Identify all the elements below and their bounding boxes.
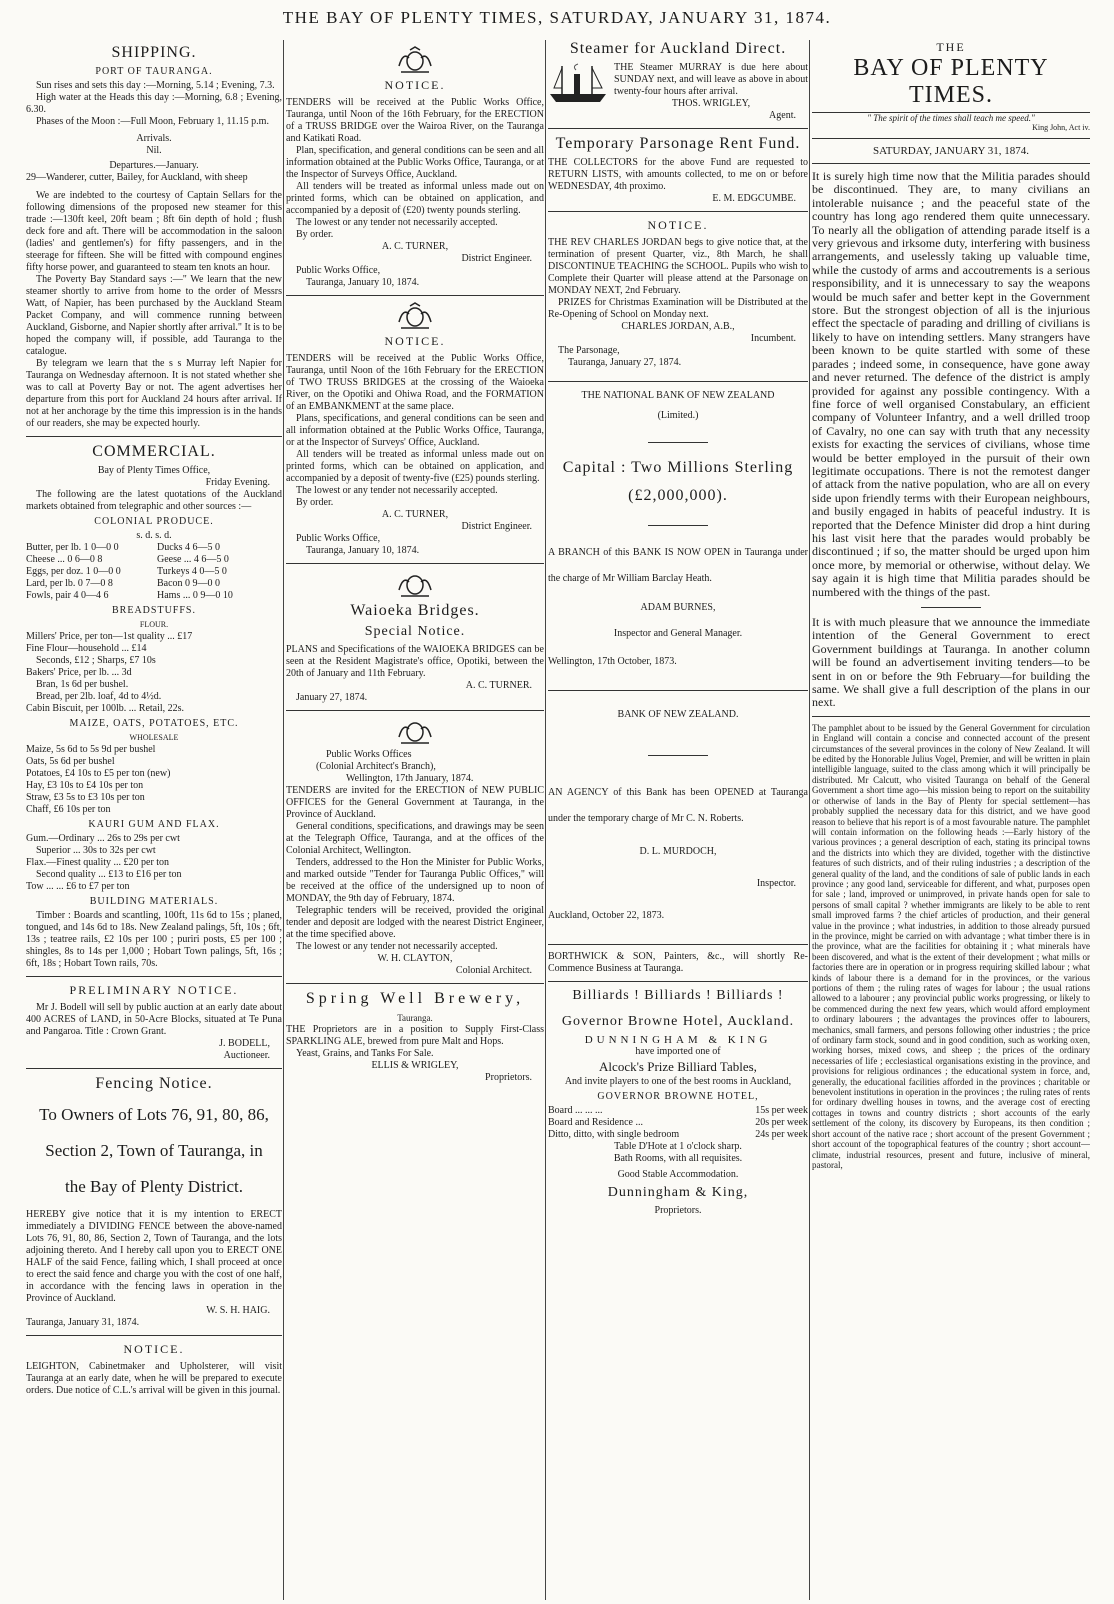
commercial-intro: The following are the latest quotations of the Auckland markets obtained from telegraphic and other sources :— (26, 489, 282, 512)
tender-text: TENDERS are invited for the ERECTION of NEW PUBLIC OFFICES for the General Government at Tauranga, in the Province of Auckland. (286, 785, 544, 820)
divider (548, 981, 808, 982)
editorial-masthead (812, 40, 1090, 132)
brewery-heading: Spring Well Brewery, (305, 990, 525, 1007)
maize-line: Hay, £3 10s to £4 10s per ton (26, 780, 144, 791)
brewery-text: THE Proprietors are in a position to Supply First-Class SPARKLING ALE, brewed from pure Malt and Hops. (286, 1024, 544, 1047)
by-order: By order. (296, 497, 334, 508)
signature: CHARLES JORDAN, A.B., (621, 321, 735, 332)
office-line: Public Works Offices (326, 749, 412, 760)
price-row: Hams ... 0 9—0 10 (157, 590, 233, 601)
tide-line: Sun rises and sets this day :—Morning, 5.14 ; Evening, 7.3. (36, 80, 275, 91)
column-rule (545, 40, 546, 1600)
tender-text: Tenders, addressed to the Hon the Minister for Public Works, and marked outside "Tender for Tauranga Public Offices," will be received at the office of the undersigned up to noon of MONDAY, the 9th day of February, 1874. (286, 857, 544, 904)
kauri-line: Second quality ... £13 to £16 per ton (36, 869, 182, 880)
divider (921, 607, 981, 608)
breadstuffs-heading: BREADSTUFFS. (112, 605, 196, 616)
divider (648, 755, 708, 756)
bread-line: Bread, per 2lb. loaf, 4d to 4½d. (36, 691, 162, 702)
tender-text: Plans, specifications, and general conditions can be seen and all information obtained at the Public Works Office, Tauranga, or at the Inspector of Surveys' Office, Auckland. (286, 413, 544, 448)
units-line: s. d. s. d. (136, 530, 172, 541)
arrivals-nil: Nil. (146, 145, 162, 156)
colonial-produce-heading: COLONIAL PRODUCE. (94, 516, 214, 527)
branch-text: A BRANCH of this BANK IS NOW OPEN in Tauranga under the charge of Mr William Barclay Heath. (548, 547, 808, 584)
imported-line: have imported one of (635, 1046, 721, 1057)
signature-role: Proprietors. (654, 1205, 702, 1216)
departures-heading: Departures.—January. (109, 160, 199, 171)
brewery-location: Tauranga. (397, 1013, 433, 1023)
rate-row (548, 1129, 808, 1141)
bread-line: Bakers' Price, per lb. ... 3d (26, 667, 132, 678)
editorial-pamphlet: The pamphlet about to be issued by the General Government for circulation in England will contain a concise and connected account of the present circumstances of the several provinces in the colony of New Zealand. It will be edited by the Honorable Julius Vogel, Premier, and will be written in plain intelligible language, suited to the class among which it will principally be distributed. Mr Calcutt, who visited Tauranga on behalf of the General Government a short time ago—his mission being to report on the suitability or otherwise of lands in the Bay of Plenty for special settlement—has probably supplied the necessary data for this district, and we have good reason to believe that his report is of a most favourable nature. The pamphlet will contain information on the following heads :—Early history of the various provinces ; a general description of each, stating its principal towns and the districts into which they are divided, together with the distinctive features of such districts, and of their ruling industries ; a description of the general quality of the land, and the conditions of sale of public lands in each province ; any good land, serviceable for different, and what, purposes open for sale ; land, improved or unimproved, in private hands open for sale to persons of small capital ? whether immigrants are likely to be able to rent small improved farms ? the chief articles of production, and their general value in the province ; what industries, in addition to those already pursued in the province, might be carried on with advantage ; what timber there is in the province, what are the facilities for obtaining it ; what minerals have been discovered, and what is the extent of their development ; what mills or factories there are in operation or in progress requiring skilled labour ; what kinds of labour there is a demand for in the provinces, or the various portions of them ; the ruling rates of wages for labour ; the usual rations allowed to a labourer ; any provincial public works progressing, or likely to be commenced during the next few years, which would afford employment to ordinary labourers ; the advantages the provinces offer to labourers, mechanics, small farmers, and persons following other industries ; the price of ordinary farm stock, sound and in good condition, such as working oxen, working horses, mixed cows, and sheep ; the prices of the ordinary necessaries of life ; ecclesiastical organisations existing in the province, and provisions for religious ordinances ; the educational system in force, and, generally, the educational facilities afforded in the provinces ; charitable or benevolent institutions in operation in the provinces ; the ruling rates of rents for ordinary dwelling houses in towns, and the average cost of erecting cottages in towns and country districts ; short accounts of the early settlement of the colony, its discovery by Europeans, its then condition ; short account of the native race ; short account of the present Government ; short account of the topographical features of the country ; short account—climate, industrial resources, present and future, inclusive of mineral, pastoral, (812, 722, 1090, 1170)
flour-heading: FLOUR. (139, 620, 169, 629)
dateline: Tauranga, January 27, 1874. (568, 357, 682, 368)
waioeka-heading: Waioeka Bridges. (350, 602, 480, 619)
jordan-text: THE REV CHARLES JORDAN begs to give notice that, at the termination of present Quarter, viz., 8th March, he shall DISCONTINUE TEACHING the SCHOOL. Pupils who wish to Complete their Quarter will please attend at the Parsonage on MONDAY NEXT, 2nd February. (548, 237, 808, 296)
preliminary-notice-heading: PRELIMINARY NOTICE. (69, 983, 239, 997)
tender-text: Telegraphic tenders will be received, provided the original tender and deposit are lodged with the nearest District Engineer, at the time specified above. (286, 905, 544, 940)
price-row: Eggs, per doz. 1 0—0 0 (26, 566, 121, 577)
tender-text: General conditions, specifications, and drawings may be seen at the Telegraph Office, Tauranga, and at the offices of the Colonial Architect, Wellington. (286, 821, 544, 856)
signature-role: Incumbent. (750, 333, 796, 344)
national-bank-heading: THE NATIONAL BANK OF NEW ZEALAND (581, 390, 775, 401)
bread-line: Bran, 1s 6d per bushel. (36, 679, 129, 690)
rate-row (548, 1105, 808, 1117)
tender-text: TENDERS will be received at the Public Works Office, Tauranga, until Noon of the 16th February for the ERECTION of TWO TRUSS BRIDGES at the crossing of the Waioeka River, on the Opotiki and Ohiwa Road, and the FORMATION of an EMBANKMENT at the same place. (286, 353, 544, 412)
divider (548, 128, 808, 129)
column-rule (809, 40, 810, 1600)
owners-line: To Owners of Lots 76, 91, 80, 86, (39, 1105, 269, 1124)
signature: W. H. CLAYTON, (377, 953, 453, 964)
divider (812, 138, 1090, 139)
steamer-text: THE Steamer MURRAY is due here about SUNDAY next, and will leave as above in about twenty-four hours after arrival. (614, 62, 808, 97)
editorial-buildings: It is with much pleasure that we announce the immediate intention of the General Government to erect Government buildings at Tauranga. In another column will be found an advertisement inviting tenders—to be sent in on or before the 9th February—for building the same. We shall give a full description of the plans in our next. (812, 615, 1090, 710)
shipping-paragraph: By telegram we learn that the s s Murray left Napier for Tauranga on Wednesday afternoon. It is not stated whether she was to call at Poverty Bay or not. The agent advertises her departure from this port for Auckland 24 hours after arrival. If not at her anchorage by the time this impression is in the hands of our readers, she may be expected hourly. (26, 358, 282, 429)
rate-label: Ditto, ditto, with single bedroom (548, 1129, 680, 1140)
produce-table (26, 542, 282, 602)
price-row: Fowls, pair 4 0—4 6 (26, 590, 109, 601)
produce-left-column (26, 542, 151, 602)
tide-line: Phases of the Moon :—Full Moon, February 1, 11.15 p.m. (36, 116, 269, 127)
signature-role: Auctioneer. (223, 1050, 270, 1061)
tender-text: All tenders will be treated as informal unless made out on printed forms, which can be obtained on application, and accompanied by a deposit of (£20) twenty pounds sterling. (286, 181, 544, 216)
bath-line: Bath Rooms, with all requisites. (613, 1153, 743, 1164)
office-line: Public Works Office, (296, 533, 381, 544)
tender-text: TENDERS will be received at the Public Works Office, Tauranga, until Noon of the 16th February, for the ERECTION of a TRUSS BRIDGE over the Wairoa River, on the Tauranga and Katikati Road. (286, 97, 544, 144)
divider (286, 295, 544, 296)
steamship-icon (548, 62, 610, 106)
notice-heading: NOTICE. (384, 334, 446, 348)
maize-line: Potatoes, £4 10s to £5 per ton (new) (26, 768, 171, 779)
brewery-text: Yeast, Grains, and Tanks For Sale. (296, 1048, 434, 1059)
masthead-motto: " The spirit of the times shall teach me speed." (867, 113, 1035, 123)
divider (548, 690, 808, 691)
divider (26, 436, 282, 437)
office-line: (Colonial Architect's Branch), (316, 761, 436, 772)
collectors-text: THE COLLECTORS for the above Fund are requested to RETURN LISTS, with amounts collected, to me on or before WEDNESDAY, 4th proximo. (548, 157, 808, 192)
column-3 (548, 40, 808, 1600)
bnz-heading: BANK OF NEW ZEALAND. (617, 709, 739, 720)
building-text: Timber : Boards and scantling, 100ft, 11s 6d to 15s ; planed, tongued, and 14s 6d to 18s. New Zealand palings, 5ft, 10s ; 6ft, 13s ; teatree rails, £2 10s per 100 ; puriri posts, £5 per 100 ; shingles, 8s to 14s per 1,000 ; Hobart Town palings, 5ft, 16s ; 6ft, 18s ; Hobart Town rails, 70s. (26, 910, 282, 969)
alcock-line: Alcock's Prize Billiard Tables, (599, 1059, 757, 1074)
signature: E. M. EDGCUMBE. (712, 193, 796, 204)
office-date: Friday Evening. (205, 477, 270, 488)
royal-crest-icon (395, 46, 435, 74)
shipping-paragraph: The Poverty Bay Standard says :—" We learn that the new steamer shortly to arrive from home to the order of Messrs Watt, of Napier, has been purchased by the Auckland Steam Packet Company, and will commence running between Auckland, Gisborne, and Napier shortly after arrival." It is to be hoped the company will, if possible, add Tauranga to the catalogue. (26, 274, 282, 357)
rate-value: 15s per week (755, 1105, 808, 1116)
fence-notice-text: HEREBY give notice that it is my intention to ERECT immediately a DIVIDING FENCE between the above-named Lots 76, 91, 80, 86, Section 2, Town of Tauranga, and the lots adjoining thereto. And I hereby call upon you to ERECT ONE HALF of the said Fence, failing which, I shall proceed at once to erect the said fence and charge you with the cost of one half, in accordance with the fencing laws in operation in the Province of Auckland. (26, 1209, 282, 1304)
notice-heading: NOTICE. (647, 218, 709, 232)
port-heading: PORT OF TAURANGA. (95, 66, 213, 77)
dateline: January 27, 1874. (296, 692, 368, 703)
maize-heading: MAIZE, OATS, POTATOES, ETC. (69, 718, 239, 729)
maize-line: Maize, 5s 6d to 5s 9d per bushel (26, 744, 156, 755)
kauri-line: Flax.—Finest quality ... £20 per ton (26, 857, 170, 868)
royal-crest-icon (395, 302, 435, 330)
kauri-heading: KAURI GUM AND FLAX. (88, 819, 220, 830)
parsonage-heading: Temporary Parsonage Rent Fund. (555, 135, 801, 152)
shipping-heading: SHIPPING. (111, 44, 197, 61)
steamer-advert (548, 62, 808, 122)
page-masthead: THE BAY OF PLENTY TIMES, SATURDAY, JANUARY 31, 1874. (282, 8, 832, 27)
signature-role: Inspector. (756, 878, 796, 889)
address-line: The Parsonage, (558, 345, 620, 356)
signature: A. C. TURNER, (381, 509, 449, 520)
tide-line: High water at the Heads this day :—Morning, 6.8 ; Evening, 6.30. (26, 92, 282, 115)
divider (286, 710, 544, 711)
signature-role: Inspector and General Manager. (613, 628, 743, 639)
signature-role: Colonial Architect. (455, 965, 532, 976)
tender-text: The lowest or any tender not necessarily accepted. (296, 941, 498, 952)
signature: ELLIS & WRIGLEY, (371, 1060, 459, 1071)
maize-line: Straw, £3 5s to £3 10s per ton (26, 792, 145, 803)
office-line: Bay of Plenty Times Office, (97, 465, 211, 476)
tender-text: All tenders will be treated as informal unless made out on printed forms, which can be obtained on application, and accompanied by a deposit of twenty-five (£25) pounds sterling. (286, 449, 544, 484)
billiards-heading: Billiards ! Billiards ! Billiards ! (572, 988, 784, 1003)
governor-heading: Governor Browne Hotel, Auckland. (561, 1014, 795, 1029)
divider (286, 563, 544, 564)
tender-text: The lowest or any tender not necessarily accepted. (296, 485, 498, 496)
rate-value: 24s per week (755, 1129, 808, 1140)
kauri-line: Superior ... 30s to 32s per cwt (36, 845, 156, 856)
kauri-line: Gum.—Ordinary ... 26s to 29s per cwt (26, 833, 180, 844)
divider (548, 944, 808, 945)
rate-row (548, 1117, 808, 1129)
divider (548, 211, 808, 212)
issue-date: SATURDAY, JANUARY 31, 1874. (872, 145, 1030, 157)
tender-text: Plan, specification, and general conditions can be seen and all information obtained at the Public Works Office, Tauranga, or at the Inspector of Surveys Office, Auckland. (286, 145, 544, 180)
plans-text: PLANS and Specifications of the WAIOEKA BRIDGES can be seen at the Resident Magistrate's office, Opotiki, between the 20th of January and 11th February. (286, 644, 544, 679)
signature-role: Proprietors. (485, 1072, 532, 1083)
bread-line: Cabin Biscuit, per 100lb. ... Retail, 22s. (26, 703, 185, 714)
divider (812, 716, 1090, 717)
notice-heading: NOTICE. (123, 1342, 185, 1356)
maize-line: Chaff, £6 10s per ton (26, 804, 111, 815)
fencing-heading: Fencing Notice. (95, 1075, 213, 1092)
signature: W. S. H. HAIG. (206, 1305, 270, 1316)
kauri-line: Tow ... ... £6 to £7 per ton (26, 881, 130, 892)
divider (648, 442, 708, 443)
column-4 (812, 40, 1090, 1600)
produce-right-column (157, 542, 282, 602)
capital-amount: (£2,000,000). (628, 487, 728, 504)
divider (26, 1068, 282, 1069)
divider (286, 983, 544, 984)
wholesale-heading: WHOLESALE (129, 733, 179, 742)
maize-line: Oats, 5s 6d per bushel (26, 756, 115, 767)
bread-line: Millers' Price, per ton—1st quality ... £17 (26, 631, 193, 642)
signature-role: Agent. (769, 110, 796, 121)
by-order: By order. (296, 229, 334, 240)
divider (648, 525, 708, 526)
signature: ADAM BURNES, (640, 602, 716, 613)
capital-line: Capital : Two Millions Sterling (562, 459, 794, 476)
divider (548, 381, 808, 382)
signature: THOS. WRIGLEY, (671, 98, 751, 109)
dateline: Wellington, 17th January, 1874. (346, 773, 474, 784)
notice-heading: NOTICE. (384, 78, 446, 92)
steamer-heading: Steamer for Auckland Direct. (569, 40, 787, 57)
agency-text: AN AGENCY of this Bank has been OPENED at Tauranga under the temporary charge of Mr C. N. Roberts. (548, 787, 808, 824)
rate-label: Board ... ... ... (548, 1105, 603, 1116)
rate-label: Board and Residence ... (548, 1117, 643, 1128)
column-rule (283, 40, 284, 1600)
bread-line: Seconds, £12 ; Sharps, £7 10s (36, 655, 156, 666)
price-row: Butter, per lb. 1 0—0 0 (26, 542, 119, 553)
dateline: Tauranga, January 31, 1874. (26, 1317, 140, 1328)
proprietors-heading: DUNNINGHAM & KING (584, 1034, 772, 1046)
royal-crest-icon (395, 570, 435, 598)
commercial-heading: COMMERCIAL. (92, 443, 216, 460)
editorial-militia: It is surely high time now that the Militia parades should be discontinued. They are, to many civilians an intolerable nuisance ; and the peaceful state of the country has long ago rendered them quite unnecessary. To nearly all the obligation of attending parade itself is a very grievous and irksome duty, interfering with business arrangements, and uselessly taking up valuable time, while the custody of arms and accoutrements is a serious responsibility, and it is unnecessary to say the weapons would be much safer and better kept in the Government store. But the strongest objection of all is the injurious effect the spectacle of parading and drilling of civilians is likely to have on intending settlers. Many strangers have been known to be quite startled with some of these parades ; indeed some, in consequence, have gone away and never returned. The defence of the district is amply provided for against any possible contingency. With a fine force of well organised Constabulary, an efficient company of Volunteer Infantry, and a well drilled troop of Cavalry, no one can say with truth that any necessity exists for exacting the services of civilians, whose time would be better employed in the pursuit of their own legitimate occupations. There is not the remotest danger of attack from the native population, who are all on every side upon friendly terms with their European neighbours, and busily engaged in habits of peaceful industry. It is reported that the Defence Minister did drop a hint during his last visit here that the parades would probably be discontinued ; if so, the matter should be urged upon him once more, by memorial or otherwise, without delay. We say again it is high time that Militia parades should be numbered with the things of the past. (812, 169, 1090, 599)
departure-line: 29—Wanderer, cutter, Bailey, for Auckland, with sheep (26, 172, 248, 183)
divider (812, 163, 1090, 164)
owners-line: Section 2, Town of Tauranga, in (45, 1141, 263, 1160)
hotel-heading: GOVERNOR BROWNE HOTEL, (597, 1091, 759, 1102)
building-heading: BUILDING MATERIALS. (89, 896, 219, 907)
signature: D. L. MURDOCH, (639, 846, 717, 857)
column-2 (286, 40, 544, 1600)
owners-line: the Bay of Plenty District. (64, 1177, 243, 1196)
limited-line: (Limited.) (657, 410, 699, 421)
price-row: Bacon 0 9—0 0 (157, 578, 221, 589)
signature: A. C. TURNER. (465, 680, 532, 691)
prizes-text: PRIZES for Christmas Examination will be Distributed at the Re-Opening of School on Monday next. (548, 297, 808, 320)
signature: J. BODELL, (219, 1038, 270, 1049)
royal-crest-icon (395, 717, 435, 745)
signature-role: District Engineer. (461, 253, 532, 264)
office-line: Public Works Office, (296, 265, 381, 276)
dateline: Tauranga, January 10, 1874. (306, 545, 420, 556)
price-row: Turkeys 4 0—5 0 (157, 566, 227, 577)
bread-line: Fine Flour—household ... £14 (26, 643, 147, 654)
price-row: Ducks 4 6—5 0 (157, 542, 221, 553)
invite-line: And invite players to one of the best rooms in Auckland, (564, 1076, 792, 1087)
preliminary-notice-text: Mr J. Bodell will sell by public auction at an early date about 400 ACRES of LAND, in 50-Acre Blocks, situated at Te Puna and Pangaroa. Title : Crown Grant. (26, 1002, 282, 1037)
stable-line: Good Stable Accommodation. (617, 1169, 739, 1180)
dateline: Auckland, October 22, 1873. (548, 910, 665, 921)
divider (26, 976, 282, 977)
price-row: Geese ... 4 6—5 0 (157, 554, 229, 565)
price-row: Lard, per lb. 0 7—0 8 (26, 578, 113, 589)
table-dhote-line: Table D'Hote at 1 o'clock sharp. (614, 1141, 742, 1152)
borthwick-text: BORTHWICK & SON, Painters, &c., will shortly Re-Commence Business at Tauranga. (548, 951, 808, 974)
divider (26, 1335, 282, 1336)
special-notice-heading: Special Notice. (364, 624, 466, 639)
signature: Dunningham & King, (607, 1185, 749, 1200)
arrivals-heading: Arrivals. (136, 133, 172, 144)
tender-text: The lowest or any tender not necessarily accepted. (296, 217, 498, 228)
masthead-the: THE (936, 40, 966, 54)
signature-role: District Engineer. (461, 521, 532, 532)
shipping-paragraph: We are indebted to the courtesy of Captain Sellars for the following dimensions of the proposed new steamer for this trade :—130ft keel, 20ft beam ; 8ft 6in depth of hold ; flush deck fore and aft. There will be accommodation in the saloon (ladies' and gentlemen's) for fifty passengers, and in the steerage for fifteen. She will be fitted with compound engines fifty horse power, and guaranteed to steam ten knots an hour. (26, 190, 282, 273)
motto-source: King John, Act iv. (1032, 123, 1090, 132)
leighton-notice: LEIGHTON, Cabinetmaker and Upholsterer, will visit Tauranga at an early date, when he will be prepared to execute orders. Due notice of C.L.'s arrival will be given in this journal. (26, 1361, 282, 1396)
dateline: Tauranga, January 10, 1874. (306, 277, 420, 288)
dateline: Wellington, 17th October, 1873. (548, 656, 677, 667)
steamer-text-block (614, 62, 808, 122)
price-row: Cheese ... 0 6—0 8 (26, 554, 103, 565)
masthead-title: BAY OF PLENTY TIMES. (812, 55, 1090, 113)
signature: A. C. TURNER, (381, 241, 449, 252)
column-1 (26, 40, 282, 1600)
rate-value: 20s per week (755, 1117, 808, 1128)
